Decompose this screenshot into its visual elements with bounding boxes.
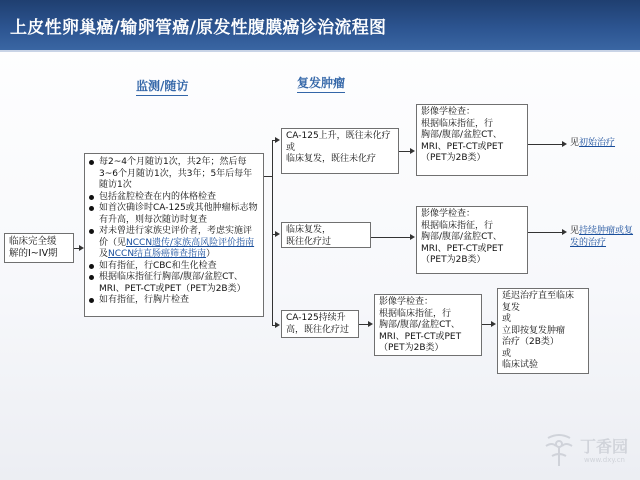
- branch-3-imaging: 影像学检查： 根据临床指征，行 胸部/腹部/盆腔CT、 MRI、PET-CT或PET （PET为2B类）: [374, 294, 482, 356]
- connector-followup-branches: [264, 176, 272, 177]
- start-box-line2: 解的I~IV期: [9, 248, 58, 259]
- arrow-b1-outcome: [562, 141, 567, 147]
- page-title: 上皮性卵巢癌/输卵管癌/原发性腹膜癌诊治流程图: [10, 18, 387, 38]
- watermark: [540, 430, 636, 474]
- connector-b2-imaging: [371, 237, 411, 238]
- branch-1-condition: CA-125上升，既往未化疗 或 临床复发，既往未化疗: [281, 128, 399, 174]
- arrow-b3-outcome: [491, 321, 496, 327]
- title-bar: [0, 0, 640, 50]
- arrow-b2-imaging: [410, 234, 415, 240]
- branch-spine: [272, 140, 273, 325]
- followup-item: 如首次确诊时CA-125或其他肿瘤标志物有升高，则每次随访时复查: [89, 203, 259, 226]
- arrow-b3-imaging: [368, 321, 373, 327]
- title-divider: [0, 50, 640, 52]
- branch-3-outcome: 延迟治疗直至临床 复发 或 立即按复发肿瘤 治疗（2B类） 或 临床试验: [497, 288, 589, 374]
- nccn-colorectal-link[interactable]: NCCN结直肠癌筛查指南: [108, 249, 207, 259]
- branch-1-imaging: 影像学检查： 根据临床指征，行 胸部/腹部/盆腔CT、 MRI、PET-CT或PET （PET为2B类）: [416, 104, 528, 176]
- arrow-b1-imaging: [410, 148, 415, 154]
- arrow-branch-1: [275, 137, 280, 143]
- start-box: [4, 233, 74, 263]
- arrow-branch-3: [275, 322, 280, 328]
- followup-item: 如有指征，行胸片检查: [89, 295, 259, 307]
- branch-2-imaging: 影像学检查： 根据临床指征，行 胸部/腹部/盆腔CT、 MRI、PET-CT或PET （PET为2B类）: [416, 206, 528, 274]
- arrow-branch-2: [275, 231, 280, 237]
- followup-box: [84, 153, 264, 317]
- nccn-hereditary-link[interactable]: NCCN遗传/家族高风险评价指南: [126, 237, 255, 248]
- watermark-url: www.dxy.cn: [584, 456, 625, 464]
- arrow-b2-outcome: [562, 229, 567, 235]
- followup-item: 每2~4个月随访1次，共2年；然后每3~6个月随访1次，共3年；5年后每年随访1次: [89, 157, 259, 192]
- initial-treatment-link[interactable]: 初始治疗: [579, 138, 616, 148]
- heading-recurrence: 复发肿瘤: [297, 74, 345, 93]
- dxy-logo-icon: [540, 430, 578, 470]
- branch-3-condition: CA-125持续升 高，既往化疗过: [281, 310, 359, 338]
- branch-2-condition: 临床复发， 既往化疗过: [281, 222, 371, 248]
- followup-item: 如有指征，行CBC和生化检查: [89, 261, 259, 273]
- watermark-brand: 丁香园: [580, 437, 629, 456]
- heading-monitoring: 监测/随访: [136, 77, 188, 96]
- branch-1-outcome: 见初始治疗: [570, 138, 616, 148]
- followup-item-family-history: 对未曾进行家族史评价者，考虑实施评价（见NCCN遗传/家族高风险评价指南及NCCN结直肠癌筛查指南）: [89, 226, 259, 261]
- recurrent-treatment-link[interactable]: 持续肿瘤或复发的治疗: [570, 226, 634, 248]
- connector-b2-outcome: [528, 232, 563, 233]
- followup-item: 根据临床指征行胸部/腹部/盆腔CT、MRI、PET-CT或PET（PET为2B类）: [89, 272, 259, 295]
- start-box-line1: 临床完全缓: [9, 236, 57, 247]
- connector-b1-outcome: [528, 144, 563, 145]
- followup-item: 包括盆腔检查在内的体格检查: [89, 192, 259, 204]
- branch-2-outcome: 见持续肿瘤或复发的治疗: [570, 226, 634, 248]
